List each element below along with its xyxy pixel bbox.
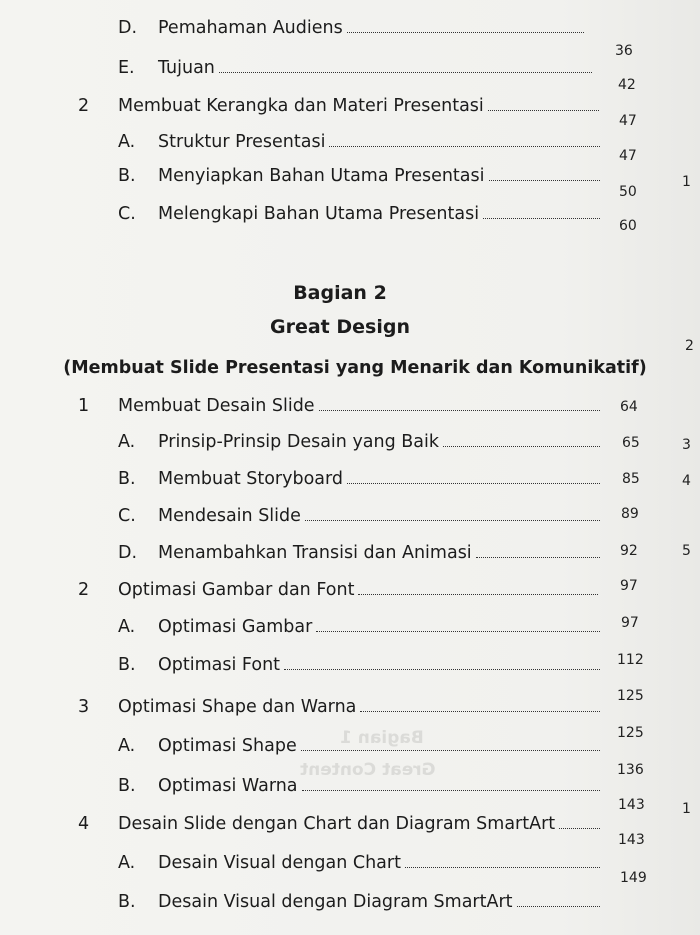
- section-subtitle: (Membuat Slide Presentasi yang Menarik dan Komunikatif): [63, 358, 647, 378]
- dot-leader: [347, 20, 584, 33]
- dot-leader: [489, 168, 600, 181]
- toc-entry-number: E.: [118, 58, 135, 78]
- toc-entry: [118, 469, 604, 489]
- toc-entry-number: A.: [118, 432, 136, 452]
- toc-entry-title: Optimasi Warna: [158, 776, 298, 796]
- toc-entry: [118, 132, 604, 152]
- toc-entry: [78, 814, 604, 834]
- dot-leader: [305, 508, 600, 521]
- bleed-through-great-content: Great Content: [300, 760, 436, 780]
- dot-leader: [443, 434, 600, 447]
- dot-leader: [319, 398, 600, 411]
- toc-entry-title: Desain Visual dengan Diagram SmartArt: [158, 892, 513, 912]
- toc-entry-page: 47: [619, 113, 637, 129]
- toc-entry: [78, 96, 603, 116]
- adjacent-page-number: 2: [685, 338, 694, 354]
- dot-leader: [360, 699, 600, 712]
- toc-entry-title: Optimasi Font: [158, 655, 281, 675]
- toc-entry: [118, 853, 604, 873]
- toc-entry-title: Optimasi Shape dan Warna: [118, 697, 357, 717]
- toc-entry-page: 42: [618, 77, 636, 93]
- toc-entry: [78, 580, 602, 600]
- toc-entry-page: 125: [617, 725, 644, 741]
- toc-entry-page: 92: [620, 543, 638, 559]
- section-title: Great Design: [270, 316, 410, 338]
- toc-entry-number: A.: [118, 853, 136, 873]
- toc-entry: [118, 506, 604, 526]
- toc-entry-page: 60: [619, 218, 637, 234]
- toc-entry: [118, 18, 588, 38]
- dot-leader: [358, 582, 598, 595]
- toc-entry-number: 1: [78, 396, 90, 416]
- toc-entry: [118, 736, 604, 756]
- toc-entry: [118, 204, 604, 224]
- toc-entry-page: 47: [619, 148, 637, 164]
- dot-leader: [488, 98, 599, 111]
- toc-entry: [118, 617, 604, 637]
- toc-entry: [118, 543, 604, 563]
- toc-entry-number: A.: [118, 736, 136, 756]
- dot-leader: [476, 545, 600, 558]
- dot-leader: [302, 778, 600, 791]
- toc-entry-title: Desain Slide dengan Chart dan Diagram SmartArt: [118, 814, 556, 834]
- section-label: Bagian 2: [293, 282, 387, 304]
- dot-leader: [347, 471, 600, 484]
- toc-entry-page: 97: [621, 615, 639, 631]
- toc-entry-page: 97: [620, 578, 638, 594]
- adjacent-page-number: 4: [682, 473, 691, 489]
- toc-entry-title: Struktur Presentasi: [158, 132, 326, 152]
- toc-entry-title: Menyiapkan Bahan Utama Presentasi: [158, 166, 485, 186]
- toc-entry-title: Optimasi Gambar dan Font: [118, 580, 355, 600]
- toc-entry-page: 85: [622, 471, 640, 487]
- dot-leader: [219, 60, 592, 73]
- toc-entry-page: 112: [617, 652, 644, 668]
- toc-entry-page: 149: [620, 870, 647, 886]
- toc-entry: [118, 776, 604, 796]
- toc-entry-page: 64: [620, 399, 638, 415]
- toc-entry-number: B.: [118, 892, 136, 912]
- adjacent-page-number: 5: [682, 543, 691, 559]
- toc-entry: [78, 697, 604, 717]
- toc-entry: [118, 892, 604, 912]
- dot-leader: [559, 816, 600, 829]
- toc-entry-page: 143: [618, 797, 645, 813]
- adjacent-page-number: 3: [682, 437, 691, 453]
- toc-entry-title: Prinsip-Prinsip Desain yang Baik: [158, 432, 440, 452]
- adjacent-page-number: 1: [682, 801, 691, 817]
- toc-entry-number: B.: [118, 469, 136, 489]
- toc-entry-number: C.: [118, 506, 136, 526]
- toc-entry-title: Melengkapi Bahan Utama Presentasi: [158, 204, 480, 224]
- dot-leader: [284, 657, 600, 670]
- toc-entry-page: 136: [617, 762, 644, 778]
- toc-entry-title: Pemahaman Audiens: [158, 18, 343, 38]
- toc-entry-number: A.: [118, 617, 136, 637]
- dot-leader: [329, 134, 600, 147]
- toc-entry: [118, 432, 604, 452]
- dot-leader: [316, 619, 600, 632]
- toc-entry-number: 3: [78, 697, 90, 717]
- toc-entry-page: 125: [617, 688, 644, 704]
- toc-entry: [118, 166, 604, 186]
- toc-entry-title: Membuat Kerangka dan Materi Presentasi: [118, 96, 484, 116]
- toc-entry-number: B.: [118, 776, 136, 796]
- toc-entry-title: Desain Visual dengan Chart: [158, 853, 401, 873]
- toc-entry-title: Optimasi Gambar: [158, 617, 313, 637]
- toc-entry-number: B.: [118, 166, 136, 186]
- toc-entry-title: Optimasi Shape: [158, 736, 297, 756]
- toc-entry-page: 36: [615, 43, 633, 59]
- dot-leader: [483, 206, 600, 219]
- bleed-through-bagian: Bagian 1: [340, 728, 424, 748]
- dot-leader: [301, 738, 600, 751]
- dot-leader: [405, 855, 600, 868]
- toc-entry-number: D.: [118, 18, 138, 38]
- toc-entry-page: 89: [621, 506, 639, 522]
- toc-entry-page: 143: [618, 832, 645, 848]
- dot-leader: [517, 894, 600, 907]
- toc-entry-title: Tujuan: [158, 58, 215, 78]
- toc-entry-number: D.: [118, 543, 138, 563]
- toc-entry-number: 2: [78, 96, 90, 116]
- toc-entry-title: Membuat Storyboard: [158, 469, 344, 489]
- adjacent-page-number: 1: [682, 174, 691, 190]
- toc-entry-page: 65: [622, 435, 640, 451]
- toc-entry-number: B.: [118, 655, 136, 675]
- toc-entry-title: Membuat Desain Slide: [118, 396, 315, 416]
- toc-entry-number: C.: [118, 204, 136, 224]
- toc-entry-number: 4: [78, 814, 90, 834]
- toc-entry-title: Mendesain Slide: [158, 506, 301, 526]
- toc-entry: [78, 396, 604, 416]
- toc-entry-title: Menambahkan Transisi dan Animasi: [158, 543, 472, 563]
- toc-entry-page: 50: [619, 184, 637, 200]
- toc-entry: [118, 655, 604, 675]
- toc-entry-number: A.: [118, 132, 136, 152]
- toc-entry-number: 2: [78, 580, 90, 600]
- toc-entry: [118, 58, 596, 78]
